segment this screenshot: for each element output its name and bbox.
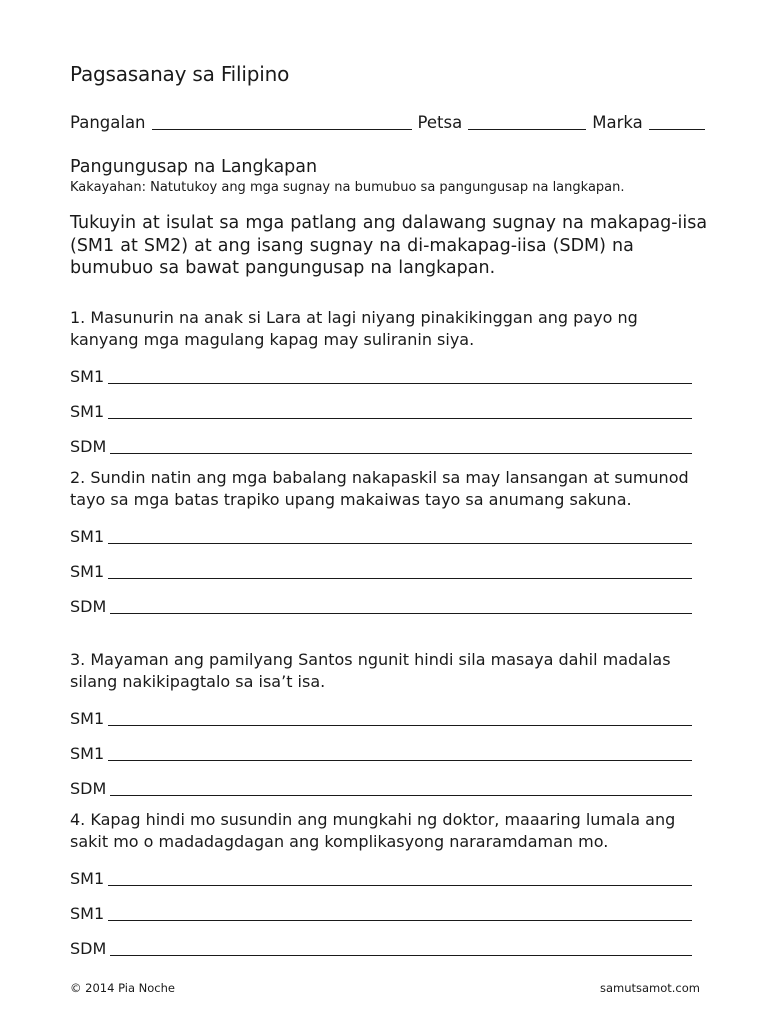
answer-row bbox=[70, 888, 692, 923]
answer-row bbox=[70, 386, 692, 421]
answer-line[interactable] bbox=[110, 437, 692, 454]
answer-row bbox=[70, 511, 692, 546]
answer-line[interactable] bbox=[108, 869, 692, 886]
score-blank[interactable] bbox=[649, 113, 705, 130]
answer-line[interactable] bbox=[108, 562, 692, 579]
date-blank[interactable] bbox=[468, 113, 586, 130]
answer-line[interactable] bbox=[108, 744, 692, 761]
score-label: Marka bbox=[592, 113, 643, 132]
answer-line[interactable] bbox=[108, 367, 692, 384]
answer-row bbox=[70, 693, 692, 728]
answer-label: SM1 bbox=[70, 744, 105, 763]
instructions: Tukuyin at isulat sa mga patlang ang dalawang sugnay na makapag-iisa (SM1 at SM2) at ang isang sugnay na di-makapag-iisa (SDM) na bumubuo sa bawat pangungusap na langkapan. bbox=[70, 213, 708, 278]
name-label: Pangalan bbox=[70, 113, 146, 132]
exercise-question: 1. Masunurin na anak si Lara at lagi niyang pinakikinggan ang payo ng kanyang mga magulang kapag may suliranin siya. bbox=[70, 308, 638, 349]
answer-label: SM1 bbox=[70, 869, 105, 888]
answer-line[interactable] bbox=[108, 402, 692, 419]
exercise-item bbox=[70, 307, 692, 456]
answer-row bbox=[70, 923, 692, 958]
exercise-question: 2. Sundin natin ang mga babalang nakapaskil sa may lansangan at sumunod tayo sa mga batas trapiko upang makaiwas tayo sa anumang sakuna. bbox=[70, 468, 689, 509]
answer-label: SDM bbox=[70, 939, 107, 958]
exercise-item bbox=[70, 467, 692, 616]
date-label: Petsa bbox=[417, 113, 463, 132]
copyright-text: © 2014 Pia Noche bbox=[70, 981, 175, 995]
answer-line[interactable] bbox=[108, 904, 692, 921]
answer-label: SM1 bbox=[70, 709, 105, 728]
answer-label: SM1 bbox=[70, 904, 105, 923]
exercise-question: 4. Kapag hindi mo susundin ang mungkahi ng doktor, maaaring lumala ang sakit mo o madadagdagan ang komplikasyong nararamdaman mo. bbox=[70, 810, 676, 851]
answer-row bbox=[70, 581, 692, 616]
answer-label: SM1 bbox=[70, 562, 105, 581]
answer-label: SM1 bbox=[70, 402, 105, 421]
answer-row bbox=[70, 421, 692, 456]
answer-line[interactable] bbox=[110, 939, 692, 956]
answer-label: SM1 bbox=[70, 367, 105, 386]
answer-label: SDM bbox=[70, 779, 107, 798]
answer-line[interactable] bbox=[110, 597, 692, 614]
answer-line[interactable] bbox=[110, 779, 692, 796]
answer-label: SM1 bbox=[70, 527, 105, 546]
exercise-item bbox=[70, 649, 692, 798]
exercise-item bbox=[70, 809, 692, 958]
answer-row bbox=[70, 853, 692, 888]
name-blank[interactable] bbox=[152, 113, 412, 130]
answer-line[interactable] bbox=[108, 527, 692, 544]
page-title: Pagsasanay sa Filipino bbox=[70, 62, 290, 86]
site-url: samutsamot.com bbox=[599, 981, 700, 995]
answer-line[interactable] bbox=[108, 709, 692, 726]
exercise-question: 3. Mayaman ang pamilyang Santos ngunit hindi sila masaya dahil madalas silang nakikipagtalo sa isa’t isa. bbox=[70, 650, 671, 691]
answer-row bbox=[70, 546, 692, 581]
student-info-row bbox=[70, 113, 716, 132]
answer-label: SDM bbox=[70, 597, 107, 616]
answer-label: SDM bbox=[70, 437, 107, 456]
answer-row bbox=[70, 351, 692, 386]
section-title: Pangungusap na Langkapan bbox=[70, 157, 318, 177]
answer-row bbox=[70, 728, 692, 763]
skill-description: Kakayahan: Natutukoy ang mga sugnay na bumubuo sa pangungusap na langkapan. bbox=[70, 180, 625, 195]
answer-row bbox=[70, 763, 692, 798]
